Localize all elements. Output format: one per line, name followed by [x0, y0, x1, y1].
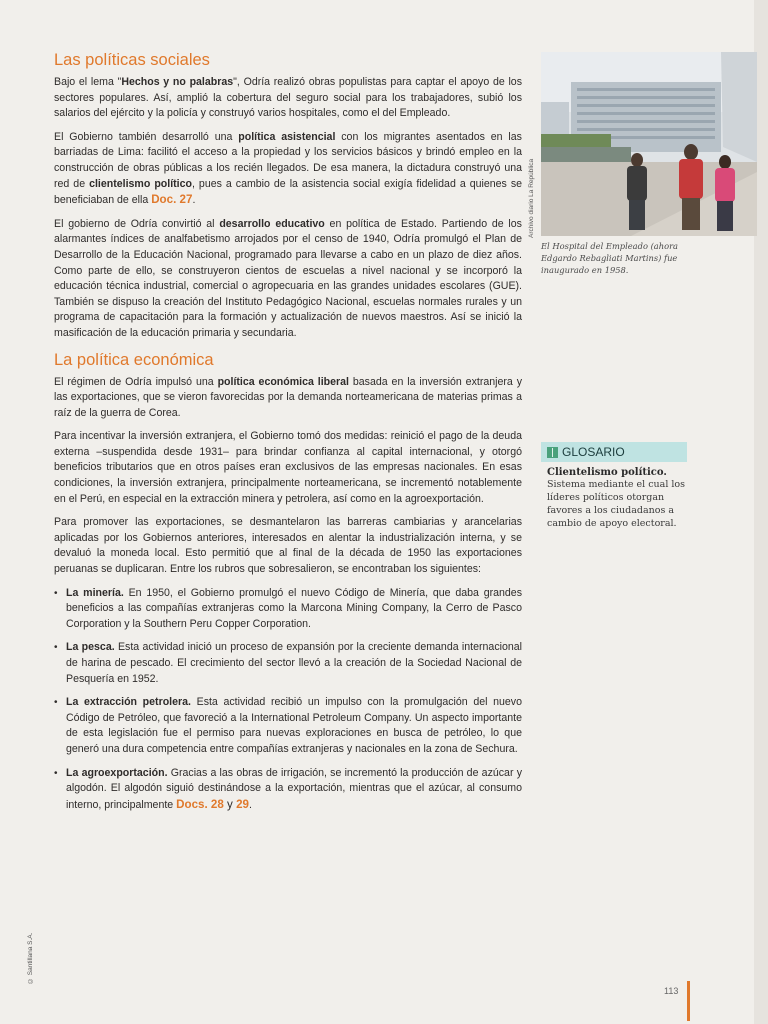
paragraph: El Gobierno también desarrolló una política asistencial con los migrantes asentados en las barriadas de Lima: facilitó el acceso a la propiedad y los servicios básicos y brindó empleo en la construcción de obras públicas a los recién llegados. De esa manera, la dictadura construyó una red de clientelismo político, pues a cambio de la asistencia social exigía fidelidad a quienes se beneficiaban de ella Doc. 27.: [54, 130, 523, 207]
list-item: • La agroexportación. Gracias a las obras de irrigación, se incrementó la producción de azúcar y algodón. El algodón siguió destinándose a la exportación, mientras que el azúcar, al consumo interno, principalmente Docs. 28 y 29.: [54, 766, 522, 811]
bullet-icon: •: [54, 697, 58, 709]
copyright: © Santillana S.A.: [27, 932, 34, 984]
doc-reference[interactable]: Docs. 28: [176, 797, 224, 811]
list-item: • La pesca. Esta actividad inició un proceso de expansión por la creciente demanda internacional de harina de pescado. El crecimiento del sector llevó a la creación de la Sociedad Nacional de Pesquería en 1952.: [54, 641, 522, 685]
photo-credit: Archivo diario La República: [528, 158, 535, 238]
doc-reference[interactable]: Doc. 27: [151, 193, 193, 207]
doc-reference[interactable]: 29: [236, 797, 249, 811]
glossary-box: [541, 442, 687, 530]
section-heading-social: Las políticas sociales: [54, 51, 210, 69]
glossary-title: GLOSARIO: [562, 445, 625, 459]
book-icon: [547, 447, 558, 458]
bullet-icon: •: [54, 642, 58, 654]
page-number: 113: [664, 986, 679, 996]
photo-caption: El Hospital del Empleado (ahora Edgardo Rebagliati Martins) fue inaugurado en 1958.: [541, 241, 679, 275]
page-marker-bar: [687, 981, 690, 1021]
bullet-icon: •: [54, 767, 58, 779]
bullet-icon: •: [54, 587, 58, 599]
list-item: • La minería. En 1950, el Gobierno promulgó el nuevo Código de Minería, que daba grandes beneficios a las compañías extranjeras como la Marcona Mining Company, la Cerro de Pasco Corporation y la Southern Peru Copper Corporation.: [54, 586, 522, 630]
paragraph: El gobierno de Odría convirtió al desarrollo educativo en política de Estado. Partiendo de los alarmantes índices de analfabetismo arrojados por el censo de 1940, Odría promulgó el Plan de Desarrollo de la Educación Nacional, programado para llevarse a cabo en un plazo de diez años. Como parte de ello, se construyeron cientos de escuelas a nivel nacional y se incorporó la educación técnica industrial, comercial o agropecuaria en las grandes unidades escolares (GUE). También se dispuso la creación del Instituto Pedagógico Nacional, escuelas normales rurales y un programa de capacitación para la formación y actualización de nuevos maestros. Así se inició la masificación de la educación primaria y secundaria.: [54, 217, 522, 339]
glossary-term: Clientelismo político.: [547, 467, 667, 478]
paragraph: Bajo el lema "Hechos y no palabras", Odría realizó obras populistas para captar el apoyo de los sectores populares. Así, amplió la cobertura del seguro social para los trabajadores, subió los salarios del ejército y la policía y construyó varios hospitales, como el del Empleado.: [54, 76, 522, 120]
list-item: • La extracción petrolera. Esta actividad recibió un impulso con la promulgación del nuevo Código de Petróleo, que favoreció a la International Petroleum Company. Un aspecto importante de esta legislación fue el permiso para nuevas exploraciones en busca de petróleo, lo que generó una dura competencia entre compañías extranjeras y nacionales en la zona de Sechura.: [54, 696, 522, 755]
section-heading-economic: La política económica: [54, 350, 214, 369]
hospital-photo: [541, 52, 757, 236]
bullet-list: [54, 586, 522, 814]
paragraph: Para promover las exportaciones, se desmantelaron las barreras cambiarias y arancelarias aplicadas por los Gobiernos anteriores, interesados en alentar la industrialización interna, y se devaluó la moneda local. Esto permitió que al final de la década de 1950 las exportaciones peruanas se duplicaran. Entre los rubros que sobresalieron, se encontraban los siguientes:: [54, 516, 522, 576]
main-column: [54, 50, 522, 821]
glossary-header: [541, 442, 687, 462]
glossary-definition: Sistema mediante el cual los líderes políticos otorgan favores a los ciudadanos a cambio de apoyo electoral.: [547, 479, 686, 529]
paragraph: Para incentivar la inversión extranjera, el Gobierno tomó dos medidas: reinició el pago de la deuda externa –suspendida desde 1931– para brindar confianza al capital internacional, y otorgó beneficios tributarios que en otros países eran exclusivos de las empresas nacionales. En esas condiciones, la inversión extranjera, principalmente norteamericana, se incrementó notablemente en el Perú, en especial en la extracción minera y petrolera, así como en la agroexportación.: [54, 430, 522, 505]
paragraph: El régimen de Odría impulsó una política económica liberal basada en la inversión extranjera y las exportaciones, que se vieron favorecidas por la demanda norteamericana de materias primas a raíz de la guerra de Corea.: [54, 375, 522, 419]
